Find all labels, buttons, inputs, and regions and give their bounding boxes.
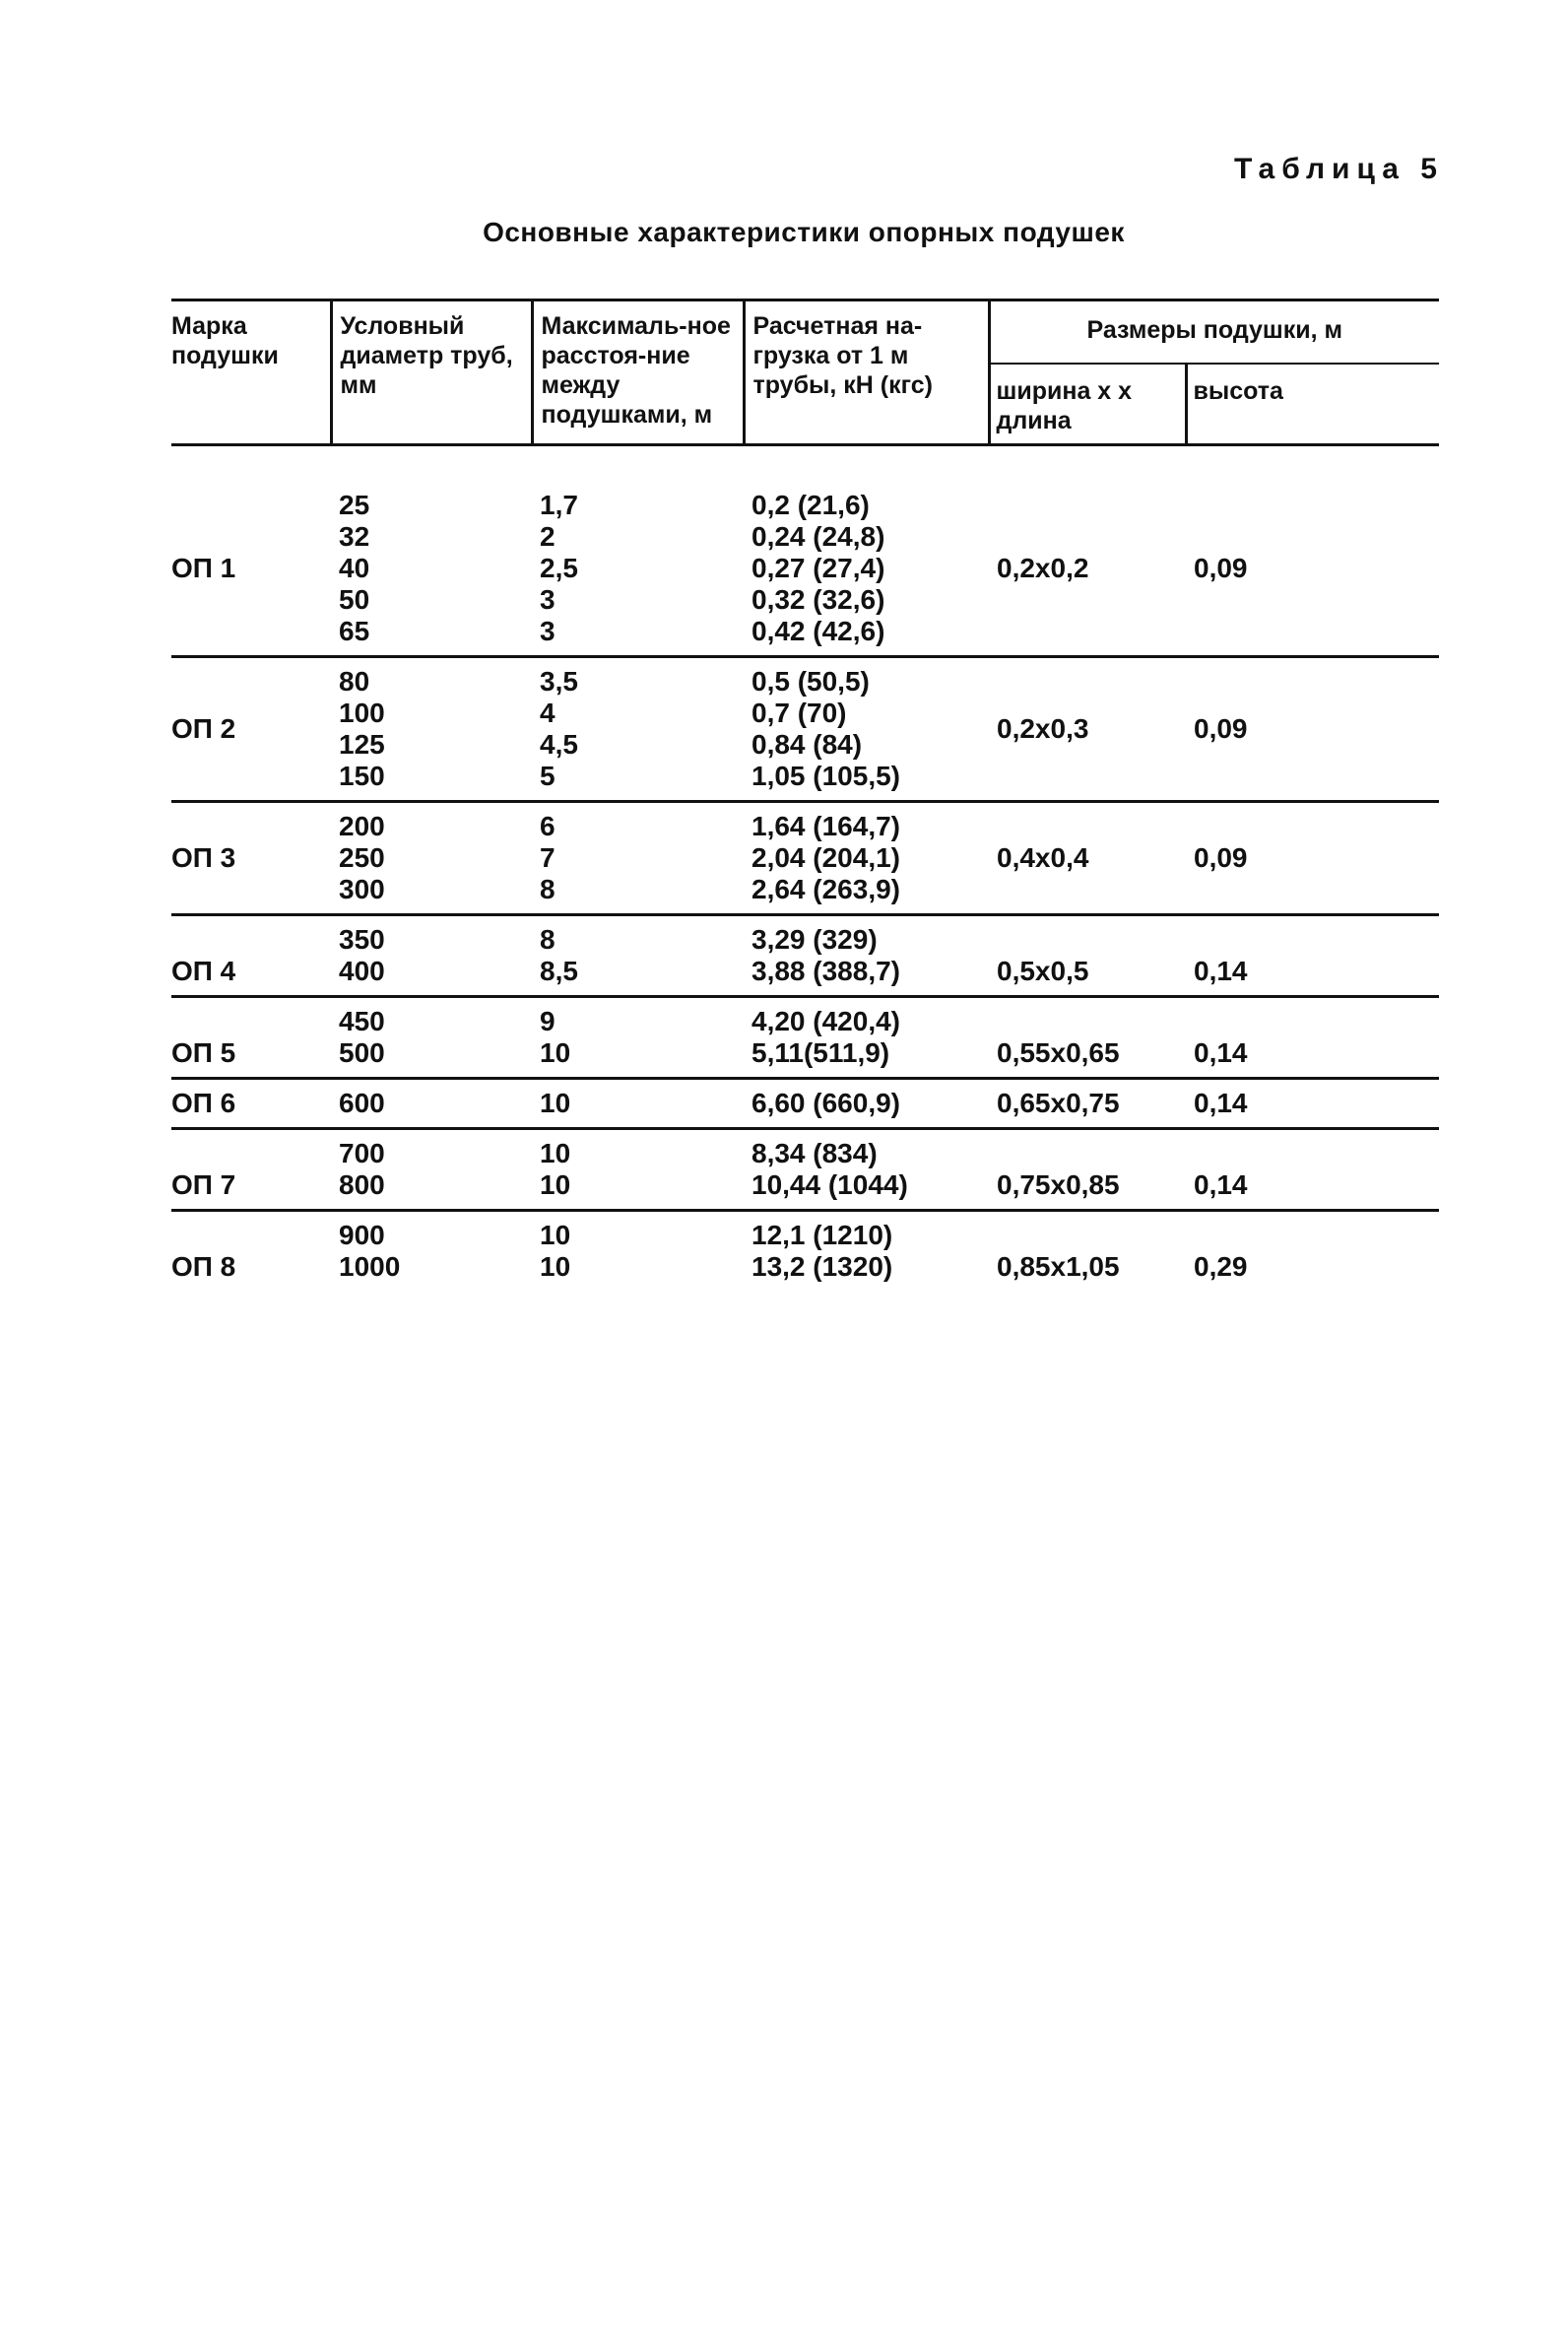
pipe-diameter-cell [331, 802, 532, 915]
pad-height: 0,09 [1194, 713, 1248, 744]
pad-size-cell [989, 657, 1186, 802]
design-load: 3,29 (329) [751, 924, 878, 955]
pad-mark: ОП 3 [171, 842, 236, 873]
pad-height-cell [1186, 445, 1439, 657]
pad-mark-cell [171, 802, 331, 915]
max-distance: 1,7 [540, 490, 578, 520]
pad-size-cell [989, 915, 1186, 997]
table-row [171, 445, 1439, 657]
pad-mark: ОП 4 [171, 956, 236, 986]
max-distance: 2,5 [540, 553, 578, 583]
max-distance: 10 [540, 1220, 571, 1250]
pipe-diameter: 80 [339, 666, 370, 697]
max-distance-cell [532, 915, 744, 997]
pad-height-cell [1186, 997, 1439, 1079]
pad-height-cell [1186, 1079, 1439, 1129]
max-distance: 2 [540, 521, 555, 552]
max-distance: 10 [540, 1037, 571, 1068]
pad-mark: ОП 1 [171, 553, 236, 583]
max-distance-cell [532, 1129, 744, 1211]
design-load: 0,5 (50,5) [751, 666, 870, 697]
max-distance-cell [532, 997, 744, 1079]
pad-height-cell [1186, 657, 1439, 802]
pipe-diameter: 800 [339, 1169, 385, 1200]
header-height: высота [1186, 364, 1439, 445]
design-load-cell [744, 1079, 989, 1129]
design-load: 2,04 (204,1) [751, 842, 900, 873]
pad-height-cell [1186, 1129, 1439, 1211]
pipe-diameter: 125 [339, 729, 385, 760]
design-load: 0,7 (70) [751, 698, 847, 728]
pad-size: 0,2х0,3 [997, 713, 1089, 744]
design-load: 13,2 (1320) [751, 1251, 893, 1282]
max-distance-cell [532, 1211, 744, 1292]
max-distance: 10 [540, 1169, 571, 1200]
max-distance: 4 [540, 698, 555, 728]
pipe-diameter-cell [331, 1079, 532, 1129]
table-row [171, 997, 1439, 1079]
pad-size-cell [989, 1211, 1186, 1292]
pad-size: 0,75х0,85 [997, 1169, 1120, 1200]
pipe-diameter: 350 [339, 924, 385, 955]
table-row [171, 802, 1439, 915]
pad-size: 0,65х0,75 [997, 1088, 1120, 1118]
pad-mark-cell [171, 915, 331, 997]
max-distance: 3 [540, 616, 555, 646]
pad-mark: ОП 8 [171, 1251, 236, 1282]
pipe-diameter: 300 [339, 874, 385, 904]
table-row [171, 1079, 1439, 1129]
pad-size-cell [989, 1129, 1186, 1211]
design-load-cell [744, 1129, 989, 1211]
pipe-diameter: 200 [339, 811, 385, 841]
pipe-diameter: 65 [339, 616, 370, 646]
pad-mark-cell [171, 445, 331, 657]
design-load: 1,64 (164,7) [751, 811, 900, 841]
max-distance: 6 [540, 811, 555, 841]
pipe-diameter: 25 [339, 490, 370, 520]
pad-height: 0,09 [1194, 553, 1248, 583]
pipe-diameter-cell [331, 1129, 532, 1211]
specifications-table [171, 299, 1439, 1291]
pad-size: 0,4х0,4 [997, 842, 1089, 873]
design-load: 2,64 (263,9) [751, 874, 900, 904]
max-distance: 10 [540, 1138, 571, 1168]
max-distance: 3 [540, 584, 555, 615]
table-row [171, 915, 1439, 997]
pad-height: 0,14 [1194, 1037, 1248, 1068]
pad-mark: ОП 6 [171, 1088, 236, 1118]
pipe-diameter: 400 [339, 956, 385, 986]
design-load: 4,20 (420,4) [751, 1006, 900, 1036]
pad-height-cell [1186, 1211, 1439, 1292]
pad-mark-cell [171, 997, 331, 1079]
design-load: 6,60 (660,9) [751, 1088, 900, 1118]
header-mark: Марка подушки [171, 300, 331, 445]
pipe-diameter-cell [331, 915, 532, 997]
header-max-distance: Максималь-ное расстоя-ние между подушками, м [532, 300, 744, 445]
design-load: 0,2 (21,6) [751, 490, 870, 520]
pipe-diameter: 100 [339, 698, 385, 728]
pad-mark-cell [171, 1211, 331, 1292]
pad-size: 0,5х0,5 [997, 956, 1089, 986]
pipe-diameter-cell [331, 1211, 532, 1292]
pad-height: 0,29 [1194, 1251, 1248, 1282]
design-load: 5,11(511,9) [751, 1037, 890, 1068]
pipe-diameter: 150 [339, 761, 385, 791]
pipe-diameter-cell [331, 445, 532, 657]
pad-mark: ОП 5 [171, 1037, 236, 1068]
design-load: 10,44 (1044) [751, 1169, 908, 1200]
design-load-cell [744, 657, 989, 802]
design-load: 0,24 (24,8) [751, 521, 885, 552]
pad-height: 0,14 [1194, 1169, 1248, 1200]
pad-mark: ОП 7 [171, 1169, 236, 1200]
pad-size-cell [989, 997, 1186, 1079]
design-load-cell [744, 997, 989, 1079]
pad-size: 0,2х0,2 [997, 553, 1089, 583]
pad-mark-cell [171, 1129, 331, 1211]
pipe-diameter: 1000 [339, 1251, 401, 1282]
pipe-diameter: 500 [339, 1037, 385, 1068]
table-body [171, 445, 1439, 1292]
design-load-cell [744, 1211, 989, 1292]
design-load-cell [744, 445, 989, 657]
pipe-diameter: 700 [339, 1138, 385, 1168]
max-distance: 8 [540, 924, 555, 955]
pipe-diameter: 40 [339, 553, 370, 583]
pad-mark-cell [171, 657, 331, 802]
pipe-diameter: 32 [339, 521, 370, 552]
design-load-cell [744, 915, 989, 997]
max-distance: 8,5 [540, 956, 578, 986]
pad-size-cell [989, 445, 1186, 657]
max-distance-cell [532, 1079, 744, 1129]
pad-size: 0,55х0,65 [997, 1037, 1120, 1068]
pad-size-cell [989, 1079, 1186, 1129]
table-row [171, 1129, 1439, 1211]
header-diameter: Условный диаметр труб, мм [331, 300, 532, 445]
header-sizes-group: Размеры подушки, м [989, 300, 1439, 365]
table-row [171, 1211, 1439, 1292]
max-distance-cell [532, 657, 744, 802]
pad-height: 0,14 [1194, 1088, 1248, 1118]
design-load: 0,32 (32,6) [751, 584, 885, 615]
pipe-diameter: 250 [339, 842, 385, 873]
pad-height-cell [1186, 915, 1439, 997]
pad-height: 0,14 [1194, 956, 1248, 986]
design-load: 8,34 (834) [751, 1138, 878, 1168]
max-distance: 8 [540, 874, 555, 904]
table-title: Основные характеристики опорных подушек [483, 217, 1125, 247]
pipe-diameter: 900 [339, 1220, 385, 1250]
table-number: Таблица 5 [1233, 153, 1444, 185]
pipe-diameter: 600 [339, 1088, 385, 1118]
pad-size-cell [989, 802, 1186, 915]
pipe-diameter-cell [331, 997, 532, 1079]
design-load: 0,27 (27,4) [751, 553, 885, 583]
max-distance: 5 [540, 761, 555, 791]
pad-height-cell [1186, 802, 1439, 915]
max-distance-cell [532, 445, 744, 657]
pad-size: 0,85х1,05 [997, 1251, 1120, 1282]
max-distance: 3,5 [540, 666, 578, 697]
pad-mark-cell [171, 1079, 331, 1129]
max-distance: 10 [540, 1251, 571, 1282]
pipe-diameter: 450 [339, 1006, 385, 1036]
design-load: 0,42 (42,6) [751, 616, 885, 646]
header-load: Расчетная на-грузка от 1 м трубы, кН (кгс) [744, 300, 989, 445]
max-distance: 9 [540, 1006, 555, 1036]
pipe-diameter-cell [331, 657, 532, 802]
max-distance: 7 [540, 842, 555, 873]
table-row [171, 657, 1439, 802]
max-distance: 10 [540, 1088, 571, 1118]
pipe-diameter: 50 [339, 584, 370, 615]
pad-height: 0,09 [1194, 842, 1248, 873]
header-width-length: ширина х х длина [989, 364, 1186, 445]
max-distance-cell [532, 802, 744, 915]
pad-mark: ОП 2 [171, 713, 236, 744]
table-header [171, 300, 1439, 445]
design-load-cell [744, 802, 989, 915]
design-load: 12,1 (1210) [751, 1220, 893, 1250]
design-load: 0,84 (84) [751, 729, 863, 760]
max-distance: 4,5 [540, 729, 578, 760]
design-load: 1,05 (105,5) [751, 761, 900, 791]
design-load: 3,88 (388,7) [751, 956, 900, 986]
